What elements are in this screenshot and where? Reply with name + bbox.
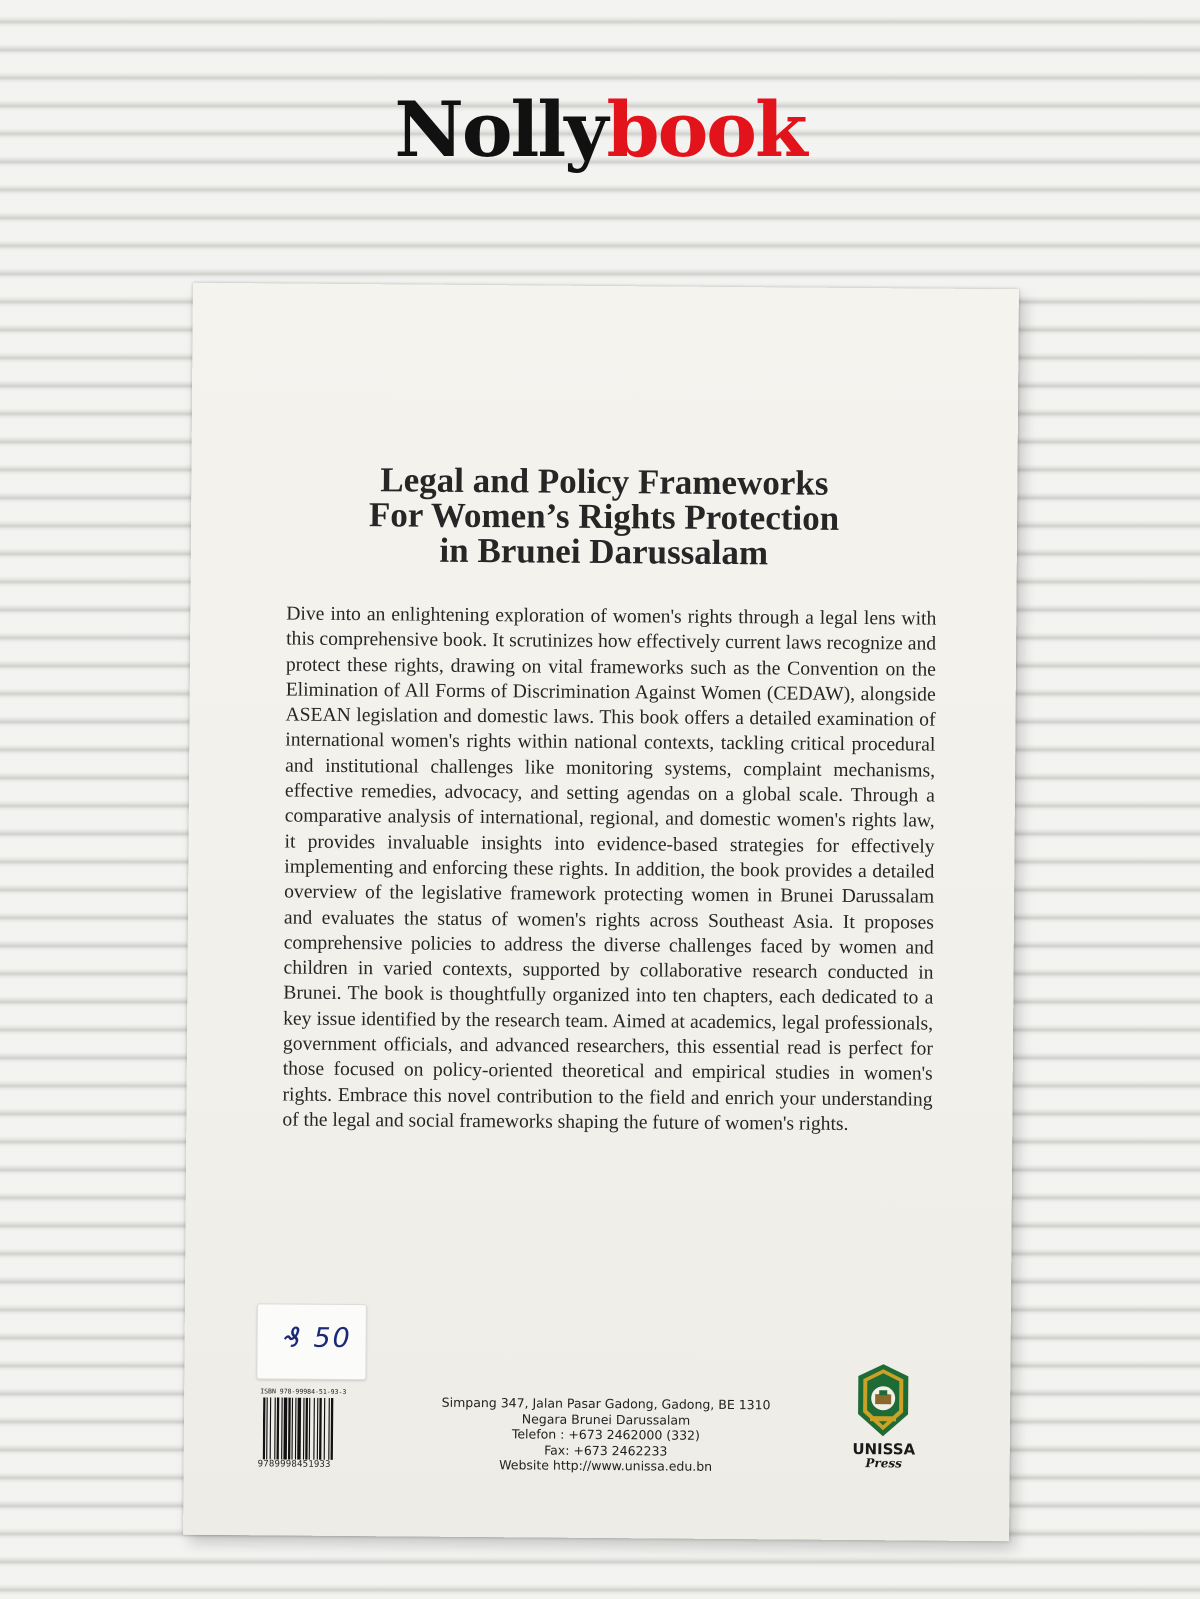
book-blurb: Dive into an enlightening exploration of women's rights through a legal lens with this comprehensive book. It scrutinizes how effectively current laws recognize and protect these rights, drawing on vital frameworks such as the Convention on the Elimination of All Forms of Discrimination Against Women (CEDAW), alongside ASEAN legislation and domestic laws. This book offers a detailed examination of international women's rights within national contexts, tackling critical procedural and institutional challenges like monitoring systems, complaint mechanisms, effective remedies, advocacy, and setting agendas on a global scale. Through a comparative analysis of international, regional, and domestic women's rights law, it provides invaluable insights into evidence-based strategies for effectively implementing and enforcing these rights. In addition, the book provides a detailed overview of the legislative framework protecting women in Brunei Darussalam and evaluates the status of women's rights across Southeast Asia. It proposes comprehensive policies to address the diverse challenges faced by women and children in varied contexts, supported by collaborative research conducted in Brunei. The book is thoughtfully organized into ten chapters, each dedicated to a key issue identified by the research team. Aimed at academics, legal professionals, government officials, and advanced researchers, this essential read is perfect for those focused on policy-oriented theoretical and empirical studies in women's rights. Embrace this novel contribution to the field and enrich your understanding of the legal and social frameworks shaping the future of women's rights. xyxy=(282,603,937,1135)
publisher-address xyxy=(416,1395,797,1476)
watermark-logo xyxy=(0,85,1200,174)
price-text: ₰ 50 xyxy=(283,1322,352,1355)
price-sticker xyxy=(256,1303,367,1380)
publisher-line-2: Negara Brunei Darussalam xyxy=(521,1410,691,1428)
watermark-part-book: book xyxy=(606,85,806,174)
book-title-line-3: in Brunei Darussalam xyxy=(439,530,769,573)
publisher-line-5: Website http://www.unissa.edu.bn xyxy=(499,1457,713,1475)
publisher-line-3: Telefon : +673 2462000 (332) xyxy=(511,1426,700,1443)
book-title-line-2: For Women’s Rights Protection xyxy=(368,495,840,538)
isbn-label: ISBN 978-99984-51-93-3 xyxy=(260,1387,347,1397)
barcode-digits: 9789998451933 xyxy=(257,1459,331,1470)
publisher-line-1: Simpang 347, Jalan Pasar Gadong, Gadong, BE 1310 xyxy=(441,1394,771,1413)
book-back-cover xyxy=(183,283,1019,1541)
watermark-part-nolly: Nolly xyxy=(394,85,607,174)
publisher-line-4: Fax: +673 2462233 xyxy=(544,1442,668,1459)
barcode-image xyxy=(263,1397,353,1460)
unissa-press-text: Press xyxy=(865,1456,902,1471)
book-title xyxy=(251,461,958,572)
book-title-line-1: Legal and Policy Frameworks xyxy=(380,460,829,503)
unissa-logo-text: UNISSA xyxy=(852,1439,916,1459)
unissa-seal-icon xyxy=(852,1362,915,1438)
